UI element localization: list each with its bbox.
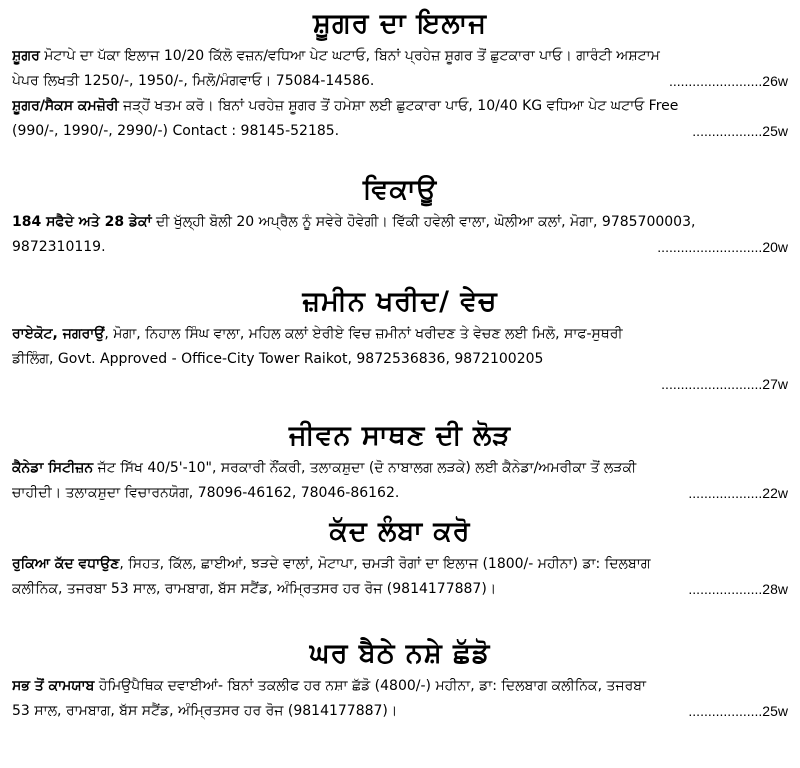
ad-lead: 184 ਸਫੈਦੇ ਅਤੇ 28 ਡੇਕਾਂ	[12, 214, 152, 230]
classified-ad	[12, 456, 788, 506]
classified-ad	[12, 674, 788, 724]
section-heading: ਵਿਕਾਊ	[362, 174, 438, 205]
ad-text: ਜੱਟ ਸਿੱਖ 40/5'-10", ਸਰਕਾਰੀ ਨੌਂਕਰੀ, ਤਲਾਕਸ਼ੁਦਾ (ਦੋ ਨਾਬਾਲਗ ਲੜਕੇ) ਲਈ ਕੈਨੇਡਾ/ਅਮਰੀਕਾ ਤੋਂ ਲੜਕੀ	[93, 460, 637, 476]
section-life-partner-wanted	[12, 416, 788, 506]
ad-text: (990/-, 1990/-, 2990/-) Contact : 98145-52185.	[12, 123, 340, 139]
section-heading: ਕੱਦ ਲੰਬਾ ਕਰੋ	[329, 516, 471, 547]
classified-ad	[12, 552, 788, 602]
ad-text: ਦੀ ਖੁੱਲ੍ਹੀ ਬੋਲੀ 20 ਅਪ੍ਰੈਲ ਨੂੰ ਸਵੇਰੇ ਹੋਵੇਗੀ। ਵਿੱਕੀ ਹਵੇਲੀ ਵਾਲਾ, ਘੋਲੀਆ ਕਲਾਂ, ਮੋਗਾ, 9785700003,	[151, 214, 696, 230]
ad-text: ਹੋਮਿਉਪੈਥਿਕ ਦਵਾਈਆਂ- ਬਿਨਾਂ ਤਕਲੀਫ ਹਰ ਨਸ਼ਾ ਛੱਡੋ (4800/-) ਮਹੀਨਾ, ਡਾ: ਦਿਲਬਾਗ ਕਲੀਨਿਕ, ਤਜਰਬਾ	[94, 678, 647, 694]
ad-text: ਚਾਹੀਦੀ। ਤਲਾਕਸ਼ੁਦਾ ਵਿਚਾਰਨਯੋਗ, 78096-46162, 78046-86162.	[12, 485, 400, 501]
ad-text: , ਮੋਗਾ, ਨਿਹਾਲ ਸਿੰਘ ਵਾਲਾ, ਮਹਿਲ ਕਲਾਂ ਏਰੀਏ ਵਿਚ ਜ਼ਮੀਨਾਂ ਖਰੀਦਣ ਤੇ ਵੇਚਣ ਲਈ ਮਿਲੋ, ਸਾਫ-ਸੁਥਰੀ	[104, 326, 623, 342]
section-heading: ਘਰ ਬੈਠੇ ਨਸ਼ੇ ਛੱਡੋ	[309, 638, 491, 669]
ad-code: ........................26w	[663, 69, 788, 94]
ad-text: ਮੋਟਾਪੇ ਦਾ ਪੱਕਾ ਇਲਾਜ 10/20 ਕਿੱਲੋ ਵਜ਼ਨ/ਵਧਿਆ ਪੇਟ ਘਟਾਓ, ਬਿਨਾਂ ਪ੍ਰਹੇਜ਼ ਸ਼ੂਗਰ ਤੋਂ ਛੁਟਕਾਰਾ ਪਾਓ। ਗਾਰੰਟੀ ਅਸ਼ਟਾਮ	[39, 48, 660, 64]
ad-code: ...........................20w	[651, 235, 788, 260]
ad-text: ਡੀਲਿੰਗ, Govt. Approved - Office-City Tower Raikot, 9872536836, 9872100205	[12, 351, 544, 367]
section-for-sale	[12, 170, 788, 260]
ad-text: , ਸਿਹਤ, ਕਿੱਲ, ਛਾਈਆਂ, ਝੜਦੇ ਵਾਲਾਂ, ਮੋਟਾਪਾ, ਚਮੜੀ ਰੋਗਾਂ ਦਾ ਇਲਾਜ (1800/- ਮਹੀਨਾ) ਡਾ: ਦਿਲਬਾਗ	[119, 556, 651, 572]
section-heading: ਸ਼ੂਗਰ ਦਾ ਇਲਾਜ	[313, 8, 487, 39]
ad-text: 53 ਸਾਲ, ਰਾਮਬਾਗ, ਬੱਸ ਸਟੈਂਡ, ਅੰਮ੍ਰਿਤਸਰ ਹਰ ਰੋਜ (9814177887)।	[12, 703, 398, 719]
ad-lead: ਕੈਨੇਡਾ ਸਿਟੀਜ਼ਨ	[12, 460, 94, 476]
section-heading: ਜ਼ਮੀਨ ਖਰੀਦ/ ਵੇਚ	[302, 286, 498, 317]
ad-code: ...................22w	[682, 481, 788, 506]
classified-ad	[12, 210, 788, 260]
section-land-buy-sell	[12, 282, 788, 397]
section-sugar-treatment	[12, 4, 788, 144]
section-quit-addiction	[12, 634, 788, 724]
ad-lead: ਸ਼ੂਗਰ/ਸੈਕਸ ਕਮਜ਼ੋਰੀ	[12, 98, 119, 114]
ad-lead: ਰਾਏਕੋਟ, ਜਗਰਾਉਂ	[12, 326, 105, 342]
section-increase-height	[12, 512, 788, 602]
section-heading: ਜੀਵਨ ਸਾਥਣ ਦੀ ਲੋੜ	[288, 420, 512, 451]
ad-text: ਜੜ੍ਹੋਂ ਖਤਮ ਕਰੋ। ਬਿਨਾਂ ਪਰਹੇਜ਼ ਸ਼ੂਗਰ ਤੋਂ ਹਮੇਸ਼ਾ ਲਈ ਛੁਟਕਾਰਾ ਪਾਓ, 10/40 KG ਵਧਿਆ ਪੇਟ ਘਟਾਓ Free	[118, 98, 679, 114]
ad-text: ਕਲੀਨਿਕ, ਤਜਰਬਾ 53 ਸਾਲ, ਰਾਮਬਾਗ, ਬੱਸ ਸਟੈਂਡ, ਅੰਮ੍ਰਿਤਸਰ ਹਰ ਰੋਜ (9814177887)।	[12, 581, 497, 597]
classified-ad	[12, 44, 788, 94]
ad-code: ...................28w	[682, 577, 788, 602]
ad-lead: ਸ਼ੂਗਰ	[12, 48, 40, 64]
classified-ad	[12, 94, 788, 144]
ad-code: ..........................27w	[661, 376, 788, 392]
ad-text: 9872310119.	[12, 239, 106, 255]
ad-lead: ਸਭ ਤੋਂ ਕਾਮਯਾਬ	[12, 678, 95, 694]
ad-text: ਪੇਪਰ ਲਿਖਤੀ 1250/-, 1950/-, ਮਿਲੋ/ਮੰਗਵਾਓ। 75084-14586.	[12, 73, 375, 89]
ad-code: ..................25w	[686, 119, 788, 144]
ad-lead: ਰੁਕਿਆ ਕੱਦ ਵਧਾਉਣ	[12, 556, 120, 572]
ad-code: ...................25w	[682, 699, 788, 724]
classified-ad	[12, 322, 788, 397]
